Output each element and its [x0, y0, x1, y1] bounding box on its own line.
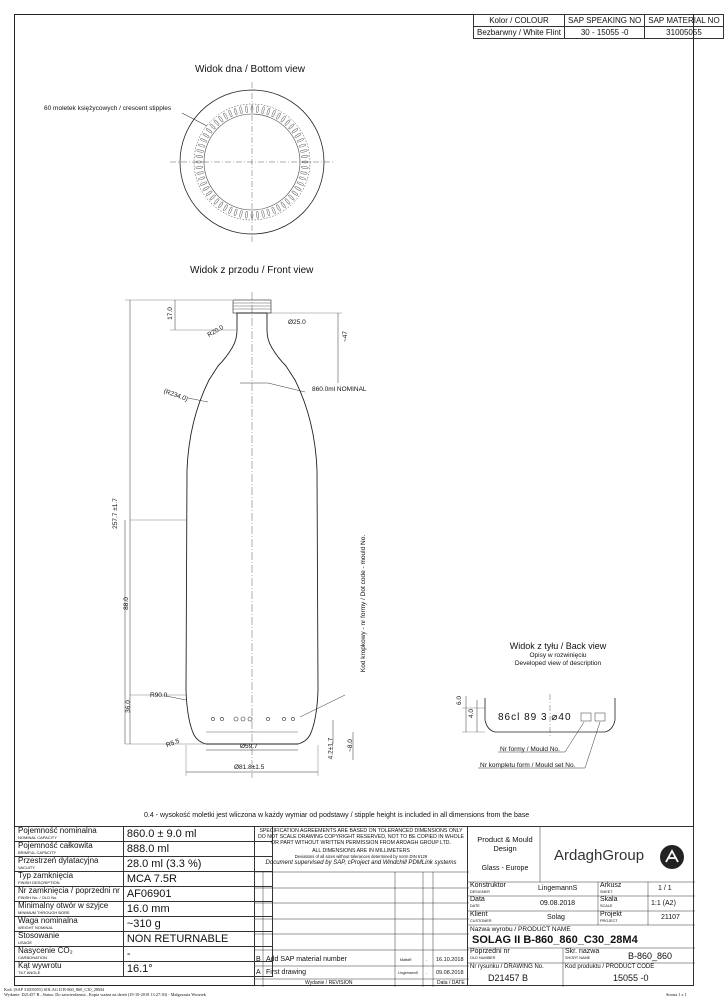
date-value: 09.08.2018	[540, 900, 576, 907]
sap-material-value: 31005055	[645, 27, 723, 39]
property-row	[15, 842, 273, 857]
scale-value: 1:1 (A2)	[651, 900, 676, 907]
dim-17: 17.0	[166, 307, 174, 320]
back-view-title: Widok z tyłu / Back view	[509, 641, 607, 651]
product-mould-design: Product & Mould Design	[477, 835, 533, 853]
rev-b-date: 16.10.2018	[436, 957, 464, 963]
product-name-label: Nazwa wyrobu / PRODUCT NAME	[470, 926, 571, 933]
sap-speaking-value: 30 - 15055 -0	[565, 27, 645, 39]
stipple-callout: 60 moletek księżycowych / crescent stipples	[44, 105, 172, 112]
front-view-title: Widok z przodu / Front view	[190, 265, 314, 276]
property-label-pl: Minimalny otwór w szyjce	[18, 901, 109, 910]
stipple-height-note: 0.4 - wysokość moletki jest wliczona w każdy wymiar od podstawy / stipple height is included in all dimensions from the base	[144, 812, 530, 819]
property-label-pl: Pojemność całkowita	[18, 841, 93, 850]
company-logo-text: ArdaghGroup	[554, 847, 645, 864]
revision-grid	[255, 827, 469, 987]
sheet-label: Arkusz SHEET	[600, 882, 622, 894]
property-row	[15, 857, 273, 872]
customer-value: Solag	[547, 914, 565, 921]
project-label: Projekt PROJECT	[600, 911, 622, 923]
spec-line-5: Deviations of all sizes without tolerances determined by norm DIN 6129	[294, 854, 428, 859]
spec-line-4: ALL DIMENSIONS ARE IN MILLIMETERS	[312, 848, 410, 854]
property-label-en: FINISH No. / OLD No.	[18, 895, 58, 900]
back-dim-4: 4.0	[468, 708, 476, 719]
footer-line-1: Kod: (SAP 31005055) SOLAG II B-860_860_C30_28M4	[4, 987, 104, 992]
dim-r234: (R234.0)	[162, 387, 189, 404]
product-name: SOLAG II B-860_860_C30_28M4	[472, 934, 638, 946]
spec-line-6: Document supervised by SAP, cProject and Windchill PDMLink systems	[265, 860, 457, 866]
property-label	[15, 932, 124, 947]
dim-47: ~47	[342, 330, 350, 343]
drawing-no-value: D21457 B	[488, 973, 529, 983]
property-label-en: VACUITY	[18, 865, 36, 870]
product-code-label: Kod produktu / PRODUCT CODE	[565, 964, 655, 970]
rev-b-by: MattaR	[400, 958, 412, 962]
ardagh-logo-icon	[658, 843, 686, 871]
short-name-label: Skr. nazwa SHORT NAME	[565, 948, 600, 960]
drawing-no-label: Nr rysunku / DRAWING No.	[470, 964, 544, 970]
date-label: Data DATE	[470, 896, 485, 908]
property-value: 860.0 ± 9.0 ml	[123, 827, 272, 842]
sap-speaking-header: SAP SPEAKING NO	[565, 15, 645, 27]
property-row	[15, 872, 273, 887]
colour-value: Bezbarwny / White Flint	[474, 27, 565, 39]
product-code-value: 15055 -0	[613, 973, 649, 983]
dim-r90: R90.0	[150, 692, 168, 699]
short-name-value: B-860_860	[628, 951, 673, 961]
rev-a-x: -	[426, 971, 428, 975]
property-label-en: FINISH DESCRIPTION	[18, 880, 60, 885]
rev-a-by: LingemannS	[398, 971, 419, 975]
footer-line-2: Wydanie: D21457 B , Status: Do zatwierdzenia , Kopia ważna na dzień (19-10-2018 13:27:30) - Małgorzata Wosztek	[4, 992, 206, 997]
sap-material-header: SAP MATERIAL NO	[645, 15, 723, 27]
property-label-pl: Przestrzeń dylatacyjna	[18, 856, 99, 865]
property-label-en: WEIGHT NOMINAL	[18, 925, 54, 930]
property-value: 16.1°	[123, 962, 272, 977]
property-row	[15, 827, 273, 842]
dim-d818: Ø81.8±1.5	[234, 764, 265, 771]
dim-r55: R5.5	[165, 737, 181, 750]
property-label-en: CARBONATION	[18, 955, 48, 960]
colour-header: Kolor / COLOUR	[474, 15, 565, 27]
dim-r20: R20.0	[206, 324, 225, 339]
property-label	[15, 962, 124, 977]
property-label	[15, 827, 124, 842]
property-label-pl: Nr zamknięcia / poprzedni nr	[18, 886, 120, 895]
property-row	[15, 932, 273, 947]
property-row	[15, 887, 273, 902]
property-label-en: USAGE	[18, 940, 33, 945]
revision-footer-label: Wydanie / REVISION	[305, 980, 353, 986]
back-code-text: 86cl 89 3 ⌀40	[498, 712, 572, 723]
dim-d597: Ø59.7	[240, 743, 258, 750]
property-row	[15, 917, 273, 932]
sheet-value: 1 / 1	[658, 885, 672, 892]
property-row	[15, 902, 273, 917]
revision-footer-date: Data / DATE	[437, 980, 465, 986]
bottom-view-title: Widok dna / Bottom view	[194, 64, 306, 75]
property-row	[15, 947, 273, 962]
spec-line-1: SPECIFICATION AGREEMENTS ARE BASED ON TOLERANCED DIMENSIONS ONLY	[259, 828, 463, 834]
property-value: 888.0 ml	[123, 842, 272, 857]
spec-line-3: OR PART WITHOUT WRITTEN PERMISSION FROM ARDAGH GROUP LTD.	[271, 840, 451, 846]
property-label	[15, 857, 124, 872]
property-label-pl: Stosowanie	[18, 931, 60, 940]
back-view-sub-pl: Opisy w rozwinięciu	[529, 652, 587, 659]
mould-no-label: Nr formy / Mould No.	[500, 746, 560, 753]
property-label	[15, 872, 124, 887]
property-value: ~310 g	[123, 917, 272, 932]
mould-code-label: Kod kropkowy - nr formy / Dot code - mould No.	[360, 534, 368, 673]
property-label-en: MINIMUM THROUGH BORE	[18, 910, 70, 915]
rev-b-code: B	[256, 956, 261, 963]
dim-42: 4.2±1.7	[327, 737, 335, 760]
customer-label: Klient CUSTOMER	[470, 911, 492, 923]
property-value: 16.0 mm	[123, 902, 272, 917]
property-value: NON RETURNABLE	[123, 932, 272, 947]
property-label	[15, 887, 124, 902]
old-number-label: Poprzedni nr OLD NUMBER	[470, 948, 510, 960]
property-label-pl: Waga nominalna	[18, 916, 78, 925]
property-label	[15, 842, 124, 857]
back-dim-6: 6.0	[456, 695, 464, 706]
nominal-label: 860.0ml NOMINAL	[312, 386, 367, 393]
dim-8: ~8.0	[346, 739, 354, 752]
property-value: MCA 7.5R	[123, 872, 272, 887]
property-row	[15, 962, 273, 977]
property-value: AF06901	[123, 887, 272, 902]
dim-257: 257.7 ±1.7	[111, 498, 119, 529]
scale-label: Skala SCALE	[600, 896, 618, 908]
back-view-sub-en: Developed view of description	[514, 660, 602, 667]
mould-set-label: Nr kompletu form / Mould set No.	[480, 762, 576, 769]
dim-d25: Ø25.0	[288, 319, 306, 326]
region-label: Glass - Europe	[481, 865, 529, 872]
footer-page: Strona 1 z 1	[666, 992, 687, 997]
dim-88: 88.0	[122, 597, 130, 610]
property-value: -	[123, 947, 272, 962]
properties-table	[14, 826, 273, 977]
spec-block	[254, 826, 468, 986]
title-block	[467, 826, 694, 986]
property-label-pl: Kąt wywrotu	[18, 961, 62, 970]
property-label-en: NOMINAL CAPACITY	[18, 835, 57, 840]
spec-line-2: DO NOT SCALE DRAWING COPYRIGHT RESERVED, NOT TO BE COPIED IN WHOLE	[258, 834, 464, 840]
project-value: 21107	[661, 914, 680, 921]
property-label-pl: Pojemność nominalna	[18, 826, 97, 835]
property-label-en: BRIMFUL CAPACITY	[18, 850, 57, 855]
rev-a-code: A	[256, 969, 261, 976]
rev-b-x: -	[426, 958, 428, 962]
property-label-pl: Typ zamknięcia	[18, 871, 74, 880]
property-value: 28.0 ml (3.3 %)	[123, 857, 272, 872]
property-label	[15, 947, 124, 962]
property-label-en: TILT ANGLE	[18, 970, 41, 975]
property-label-pl: Nasycenie CO₂	[18, 946, 73, 955]
rev-a-desc: First drawing	[266, 969, 307, 976]
designer-label: Konstruktor DESIGNER	[470, 882, 506, 894]
rev-a-date: 09.08.2018	[436, 970, 464, 976]
property-label	[15, 902, 124, 917]
property-label	[15, 917, 124, 932]
rev-b-desc: Add SAP material number	[266, 956, 347, 963]
designer-value: LingemannS	[538, 885, 578, 892]
dim-36: 36.0	[124, 700, 132, 713]
